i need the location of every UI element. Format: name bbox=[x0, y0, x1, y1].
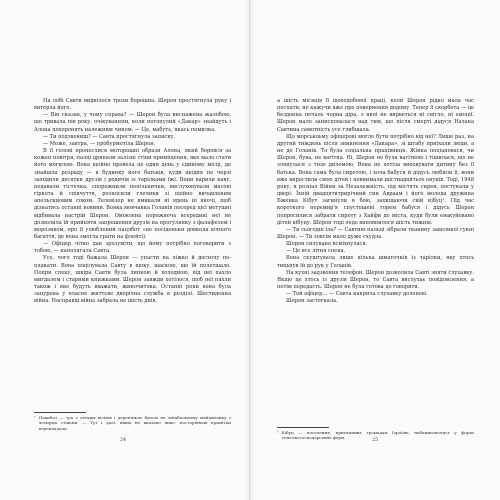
paragraph: Шерон застогнала. bbox=[286, 298, 338, 305]
paragraph: Шерон силувано всміхнулася. bbox=[286, 241, 368, 248]
paragraph: — Той офіцер… — Савта накрила слухавку долонею. bbox=[286, 291, 428, 298]
paragraph: Вона скуштувала лише кілька шматочків із тарілки, яку хтось тицьнув їй до рук у Голанів. bbox=[277, 255, 474, 269]
paragraph: На кухні задзвонив телефон. Шерон дозволила Савті зняти слухавку. Якщо це хтось із друзів Шерон, то Савта вислухає повідомлення, а потім передасть. Шерон не була готова до говорити. bbox=[277, 269, 474, 291]
paragraph: — Він сказав, у чому справа? — Шерон була виснажена жалобою, що тривала пів року, очікуванням, коли потопулий «Дакар» знайдуть і Алона похоронять належним чином. — Це, мабуть, якась помилка. bbox=[34, 112, 231, 133]
right-page bbox=[250, 0, 500, 500]
page-number: 25 bbox=[372, 438, 379, 443]
paragraph: Що морськоьму офіцерові могло бути потрібно від неї? Лише раз, на другий тиждень після зникнення «Дакара», зі штабу приїхали люди, а не до Голанів. То була соціальна працівниця. Жінка поціановася, чи Шерон, бува, не вагітна. Ні, Шерон не була вагітною і тішилася, що не злянулася з тією дилемою. Вона не хотіла виховувати дитину без її батька. Вона сама була сиротою, і хоча бабуся й дідусь любили її, вони вже виростили свою дітей і невнимали шістнадцятьох онуків. Тоді, 1948 року, в розпал Війни за Незалежність, під містять сирен, постукали у двері. Їхній двадцятитрирічний син Авраам і його молода дружина Бженка Кібут загинули в бою, захищаючи свій кібуц¹. Під час короткого перемир'я спустошені горем бабуся і дідусь Шерон попросилися забрати сироту з Хайфи до міста, куди були евакуйовано дітей кібуцу. Шерон тоді ледь виповнилося шість тижнів. bbox=[277, 133, 474, 226]
paragraph: На лобі Савти виднілося трохи борошна. Шерон простягнула руку і витерла його. bbox=[34, 98, 231, 112]
paragraph: — Ти подзвониш? — Савта простягнула записку. bbox=[43, 133, 176, 140]
paragraph: В її голові пронеслися моторошні образи Алона, який боровся за кожен повітря, палці дряпали залізні стіни приміщення, яке мало стати його могилою. Вона щойно провела це один день у єдиному місці, де знайшла розраду — в будинку його батьків, куди щодня по черзі заходили десятки друзів і родичів із тарілками їжі. Вони варили каву, подавали тістечка, спорожнили попільнички, вислуховували масові гіркота й співчуття, розносили глечики зі щойно вичавленим апельсиновим соком. Телевізор не вмикали ні вдень ні вночі, щоб дізнатись останні новини. Вояка мовчанка Голанів посеред цієї метушні відбивала настрій Шерон. Омовлена порожнеча всередині неї не дозволила їй прийняти запрошення друзів на прогулянку з фалафелем і морозивом, про її улюблений пацлбот «не посіденьки довкола вічного багаття, де вона змогла грати на флейті). bbox=[34, 148, 231, 240]
footnote bbox=[34, 415, 231, 431]
footnote-rule bbox=[277, 427, 329, 428]
right-page-text bbox=[277, 98, 474, 306]
paragraph: — Може, завтра, — пробурмотіла Шерон. bbox=[43, 140, 156, 147]
footnote-text: Пацибот — тра з легким вісьмя і дерев'яною битою на зміцбольному майданчику з чотирма стіньми. — Тут і далі, якщо не вказано інше, посторінкові примітки перекладача. bbox=[38, 415, 231, 431]
footnote-text: Кібуц — поселення, притаманне громадам Ізраїлю, наближчаючись у формі сільськогосподарських ферм. bbox=[281, 430, 474, 441]
left-page-text bbox=[34, 98, 231, 306]
paragraph: Усе, чого тоді бажала Шерон — упасти на ліжко й досхочу поплакати. Вона поцілувала Савту в щоку, шаєкою, що їй полетшало. Попри спеку, шкіра Савти була липкою й холодною, від неї пахло мигдалем і старими книжками. Шерон завжди хотілося, щоб неї пахли також і яке будуть вважати, жиночитока. Останні роки вона була занурена у власне життєве дворічна служба в розділі. Шестиденна війна. Насправді війна забрала не шість днів, bbox=[34, 255, 231, 305]
paragraph: — Офіцер чітко дав зрозуміти, що йому потрібно поговорити з тобою, — наполягала Савта. bbox=[34, 241, 231, 255]
paragraph: — Ти сьогодні їла? — Савтині пальці зібрали тканину завеликої сукні Шерон. — Ти зовсім мало дуже схудла. bbox=[277, 226, 474, 240]
page-number: 24 bbox=[120, 438, 127, 443]
footnote-mark: ¹ bbox=[277, 430, 279, 435]
footnote-rule bbox=[34, 412, 86, 413]
paragraph: а шість місяців її щоходобової праці, коли Шерон рідко мала час поспати, не кажучи вже про повернення додому. Тепер її скорбота — це бездонна печаль чорна діра, з якої не вирветься ні світло, ні емоції. Шерон мало занисповалася над тим, що після смерті дідуся Натана Савтина самотність усе глибшала. bbox=[277, 98, 474, 133]
footnote-mark: ¹ bbox=[34, 415, 36, 420]
paragraph: — Це все літня спека. bbox=[286, 248, 346, 255]
